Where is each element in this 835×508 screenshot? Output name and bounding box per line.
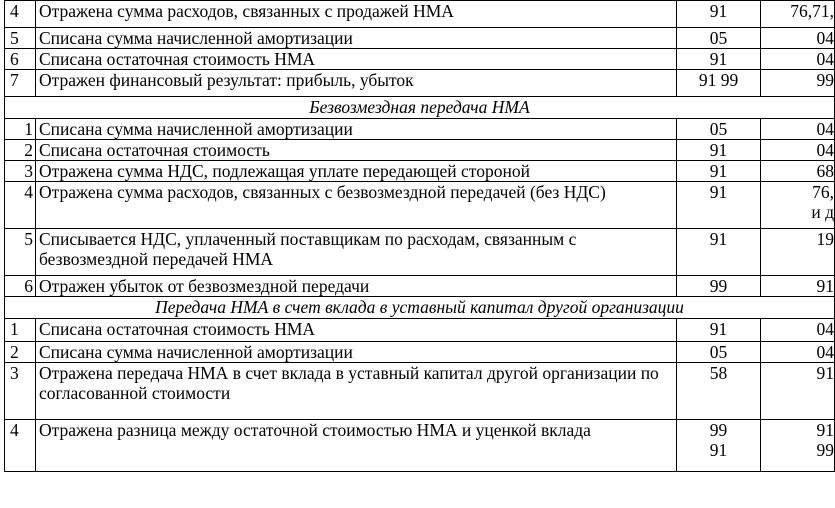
row-description: Отражен финансовый результат: прибыль, убыток <box>36 70 677 97</box>
row-debit: 58 <box>677 363 761 420</box>
row-number: 1 <box>5 119 36 140</box>
accounting-entries-table-wrapper <box>4 0 834 472</box>
row-number: 1 <box>5 319 36 342</box>
row-credit-line-1: 76, <box>812 182 834 202</box>
row-credit: 91 <box>761 276 835 297</box>
table-row <box>5 420 835 472</box>
row-description: Отражена передача НМА в счет вклада в уставный капитал другой организации по согласованной стоимости <box>36 363 677 420</box>
row-description: Отражена сумма расходов, связанных с безвозмездной передачей (без НДС) <box>36 182 677 229</box>
row-credit: 04 <box>761 140 835 161</box>
row-debit: 05 <box>677 28 761 49</box>
row-description: Отражена сумма расходов, связанных с продажей НМА <box>36 1 677 28</box>
table-row <box>5 140 835 161</box>
row-debit: 05 <box>677 119 761 140</box>
row-description: Списана сумма начисленной амортизации <box>36 119 677 140</box>
row-debit-line-1: 99 <box>709 420 728 440</box>
section-header-row <box>5 297 835 319</box>
row-number: 3 <box>5 363 36 420</box>
row-credit: 76,71, <box>761 1 835 28</box>
row-credit: 04 <box>761 28 835 49</box>
table-row <box>5 49 835 70</box>
row-number: 4 <box>5 1 36 28</box>
row-credit: 04 <box>761 49 835 70</box>
table-row <box>5 229 835 276</box>
table-row <box>5 1 835 28</box>
row-description: Списана остаточная стоимость <box>36 140 677 161</box>
row-debit: 91 <box>677 1 761 28</box>
row-number: 5 <box>5 28 36 49</box>
row-number: 4 <box>5 420 36 472</box>
row-number: 2 <box>5 342 36 363</box>
row-credit: 19 <box>761 229 835 276</box>
row-description: Списана остаточная стоимость НМА <box>36 49 677 70</box>
row-debit: 91 <box>677 161 761 182</box>
row-number: 2 <box>5 140 36 161</box>
row-number: 6 <box>5 49 36 70</box>
row-debit-line-2: 91 <box>709 440 728 460</box>
table-row <box>5 342 835 363</box>
row-description: Отражена сумма НДС, подлежащая уплате передающей стороной <box>36 161 677 182</box>
row-debit: 91 <box>677 319 761 342</box>
row-credit-line-1: 91 <box>816 420 834 440</box>
row-debit: 05 <box>677 342 761 363</box>
row-credit: 04 <box>761 342 835 363</box>
row-debit: 91 <box>677 49 761 70</box>
row-debit: 91 <box>677 182 761 229</box>
row-credit-line-2: 99 <box>816 440 834 460</box>
row-credit-line-2: и д <box>811 202 834 222</box>
table-row <box>5 28 835 49</box>
row-debit: 91 99 <box>677 70 761 97</box>
row-credit: 04 <box>761 119 835 140</box>
row-description: Отражена разница между остаточной стоимостью НМА и уценкой вклада <box>36 420 677 472</box>
row-description: Списана сумма начисленной амортизации <box>36 342 677 363</box>
row-description: Отражен убыток от безвозмездной передачи <box>36 276 677 297</box>
row-number: 5 <box>5 229 36 276</box>
row-number: 4 <box>5 182 36 229</box>
row-credit <box>761 420 835 472</box>
row-credit: 99 <box>761 70 835 97</box>
row-credit: 68 <box>761 161 835 182</box>
row-number: 6 <box>5 276 36 297</box>
row-debit: 91 <box>677 229 761 276</box>
row-description: Списывается НДС, уплаченный поставщикам по расходам, связанным с безвозмездной передачей НМА <box>36 229 677 276</box>
row-credit <box>761 182 835 229</box>
row-number: 7 <box>5 70 36 97</box>
row-credit: 04 <box>761 319 835 342</box>
table-row <box>5 119 835 140</box>
row-number: 3 <box>5 161 36 182</box>
row-debit: 91 <box>677 140 761 161</box>
table-row <box>5 319 835 342</box>
row-description: Списана сумма начисленной амортизации <box>36 28 677 49</box>
section-title-charter-capital-contribution: Передача НМА в счет вклада в уставный капитал другой организации <box>5 297 835 319</box>
row-credit: 91 <box>761 363 835 420</box>
table-row <box>5 276 835 297</box>
table-row <box>5 70 835 97</box>
row-debit: 99 <box>677 276 761 297</box>
table-row <box>5 363 835 420</box>
row-debit <box>677 420 761 472</box>
accounting-entries-table <box>4 0 835 472</box>
section-header-row <box>5 97 835 119</box>
table-row <box>5 161 835 182</box>
table-row <box>5 182 835 229</box>
section-title-gratuitous-transfer: Безвозмездная передача НМА <box>5 97 835 119</box>
row-description: Списана остаточная стоимость НМА <box>36 319 677 342</box>
